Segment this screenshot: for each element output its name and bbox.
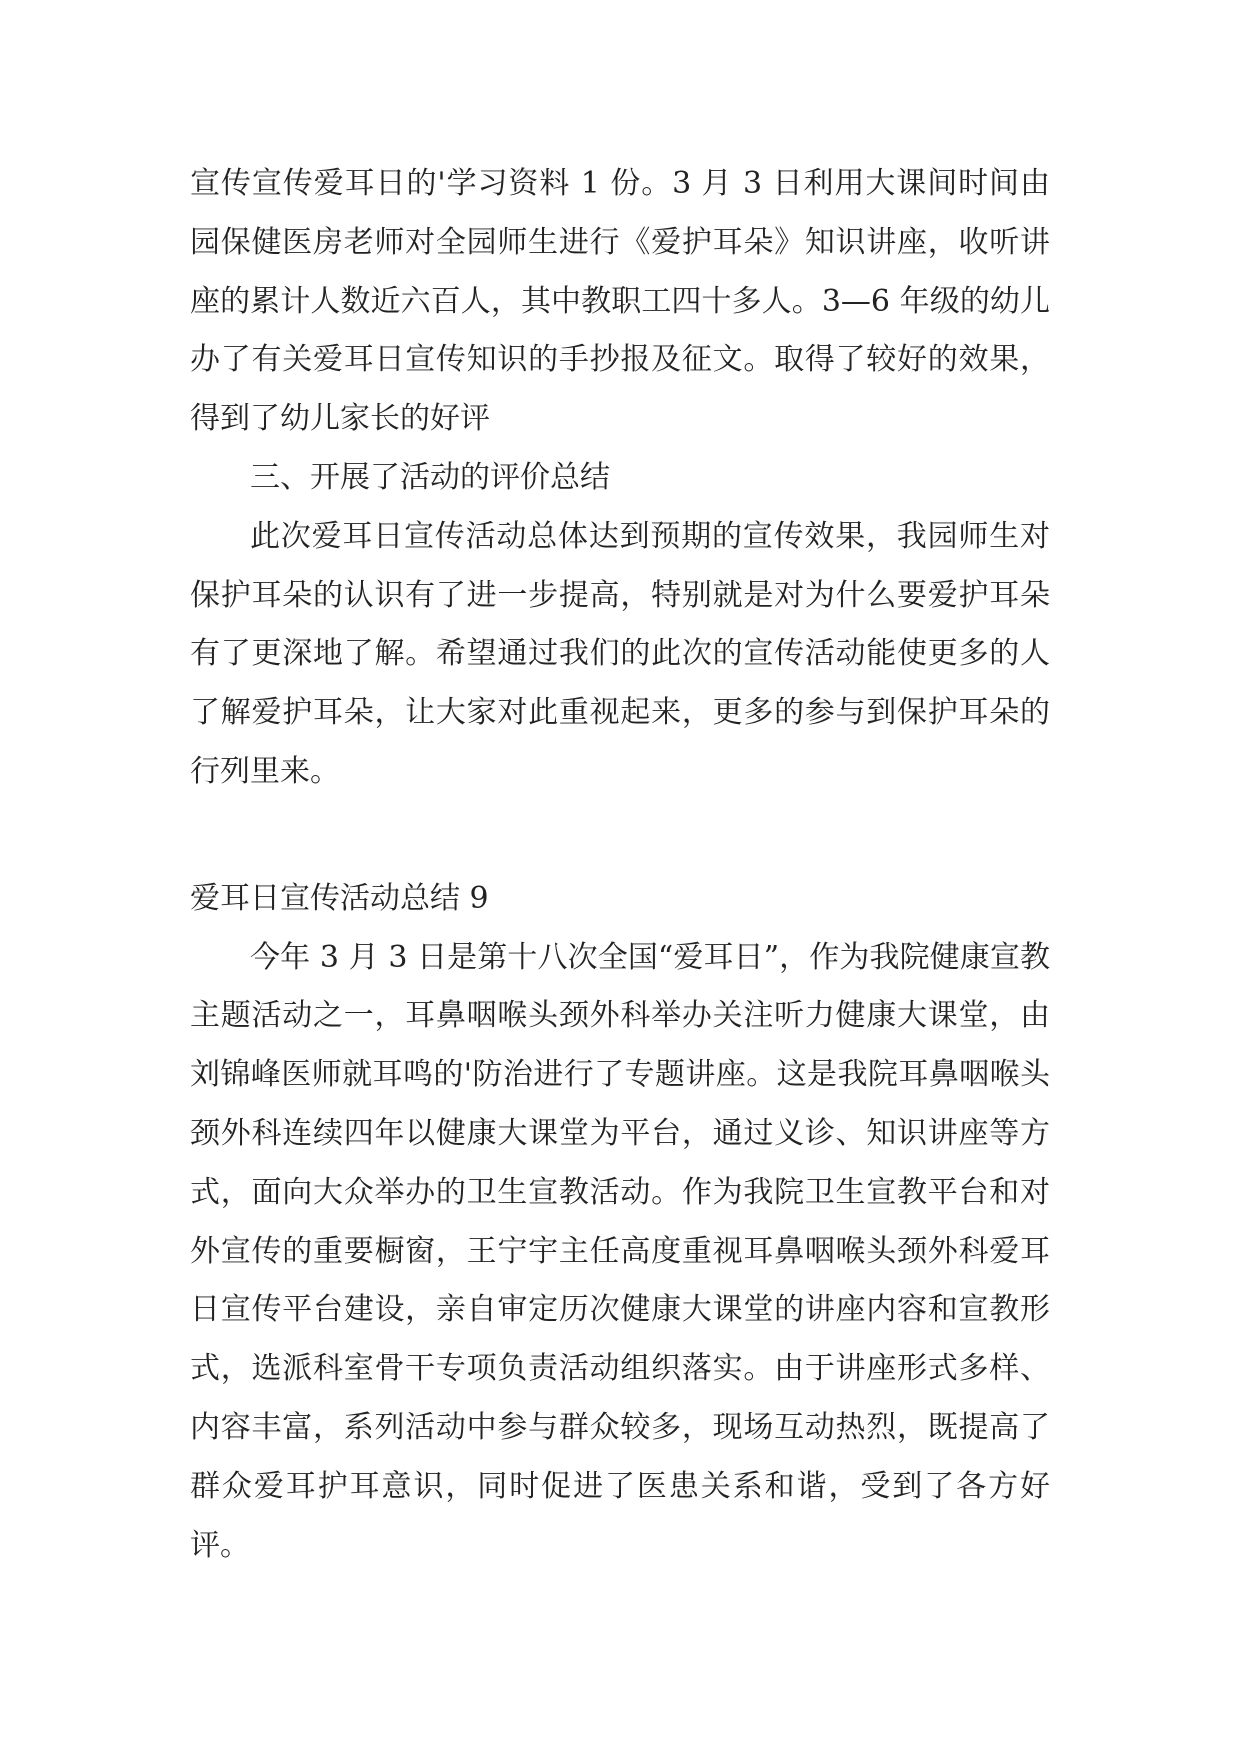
- document-body: [190, 155, 1050, 1575]
- summary-9-title: 爱耳日宣传活动总结 9: [190, 880, 489, 916]
- section-three-heading: 三、开展了活动的评价总结: [250, 459, 610, 495]
- section-three-paragraph: 此次爱耳日宣传活动总体达到预期的宣传效果，我园师生对保护耳朵的认识有了进一步提高，特别就是对为什么要爱护耳朵有了更深地了解。希望通过我们的此次的宣传活动能使更多的人了解爱护耳朵，让大家对此重视起来，更多的参与到保护耳朵的行列里来。: [190, 518, 1050, 789]
- continuation-paragraph: 宣传宣传爱耳日的'学习资料 1 份。3 月 3 日利用大课间时间由园保健医房老师对全园师生进行《爱护耳朵》知识讲座，收听讲座的累计人数近六百人，其中教职工四十多人。3—6 年级的幼儿办了有关爱耳日宣传知识的手抄报及征文。取得了较好的效果，得到了幼儿家长的好评: [190, 166, 1050, 437]
- summary-9-paragraph: 今年 3 月 3 日是第十八次全国“爱耳日”，作为我院健康宣教主题活动之一，耳鼻咽喉头颈外科举办关注听力健康大课堂，由刘锦峰医师就耳鸣的'防治进行了专题讲座。这是我院耳鼻咽喉头颈外科连续四年以健康大课堂为平台，通过义诊、知识讲座等方式，面向大众举办的卫生宣教活动。作为我院卫生宣教平台和对外宣传的重要橱窗，王宁宇主任高度重视耳鼻咽喉头颈外科爱耳日宣传平台建设，亲自审定历次健康大课堂的讲座内容和宣教形式，选派科室骨干专项负责活动组织落实。由于讲座形式多样、内容丰富，系列活动中参与群众较多，现场互动热烈，既提高了群众爱耳护耳意识，同时促进了医患关系和谐，受到了各方好评。: [190, 939, 1050, 1563]
